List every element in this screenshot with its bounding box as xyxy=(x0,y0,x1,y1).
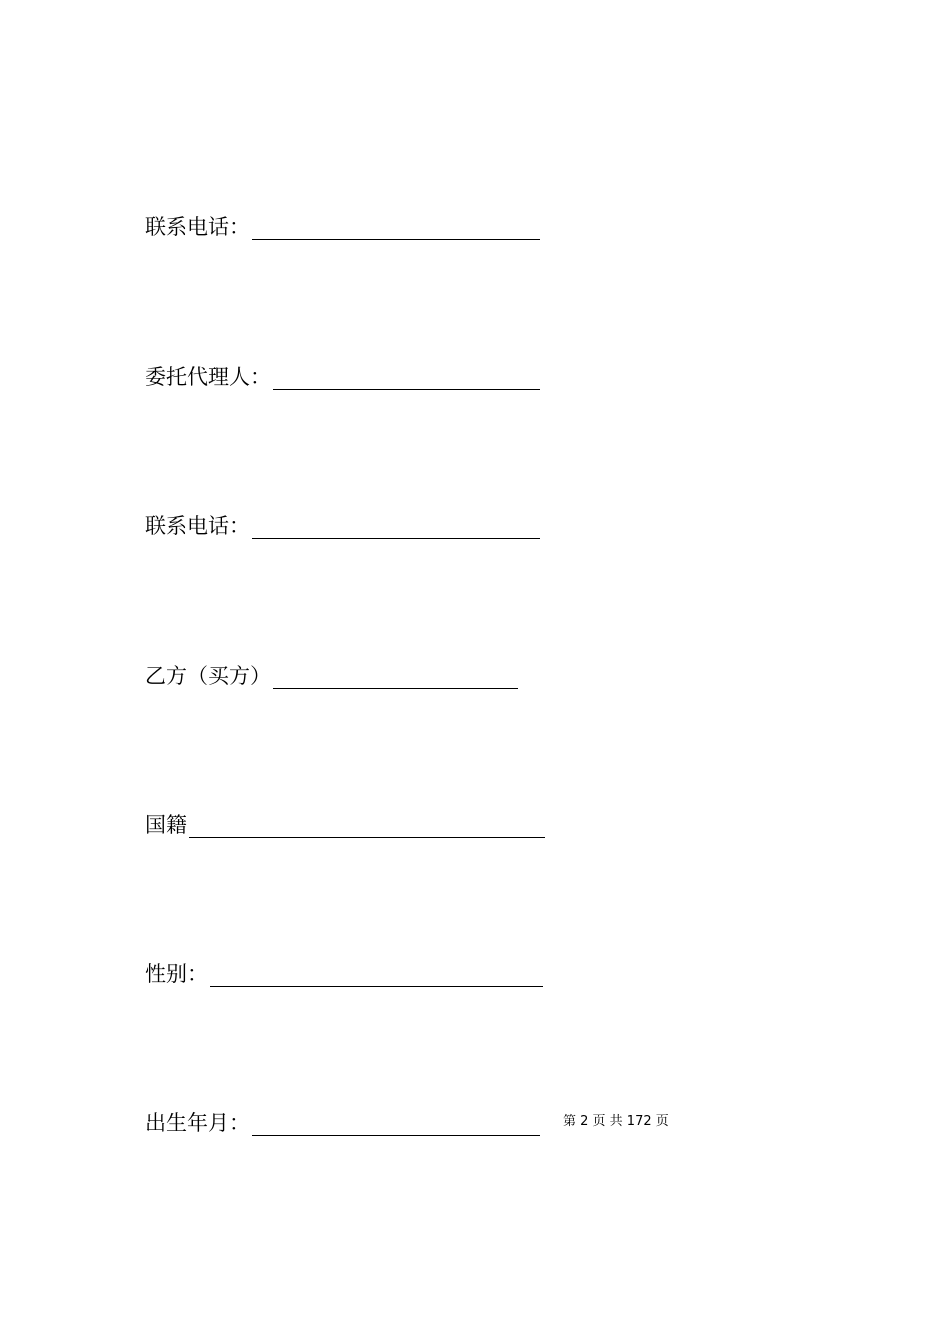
blank-line[interactable] xyxy=(252,1109,540,1136)
gender-field xyxy=(145,955,543,987)
blank-line[interactable] xyxy=(252,512,540,539)
phone-field xyxy=(145,208,540,240)
nationality-field xyxy=(145,806,545,838)
blank-line[interactable] xyxy=(273,363,540,390)
field-label: 联系电话： xyxy=(145,514,250,538)
party-b-field xyxy=(145,657,518,689)
field-label: 联系电话： xyxy=(145,215,250,239)
phone-field-2 xyxy=(145,507,540,539)
agent-field xyxy=(145,358,540,390)
blank-line[interactable] xyxy=(189,811,545,838)
field-label: 委托代理人： xyxy=(145,365,271,389)
field-label: 出生年月： xyxy=(145,1111,250,1135)
blank-line[interactable] xyxy=(210,960,543,987)
blank-line[interactable] xyxy=(252,213,540,240)
field-label: 性别： xyxy=(145,962,208,986)
field-label: 国籍 xyxy=(145,813,187,837)
blank-line[interactable] xyxy=(273,662,518,689)
page-number: 第 2 页 共 172 页 xyxy=(563,1114,669,1129)
birth-date-field xyxy=(145,1104,540,1136)
field-label: 乙方（买方） xyxy=(145,664,271,688)
